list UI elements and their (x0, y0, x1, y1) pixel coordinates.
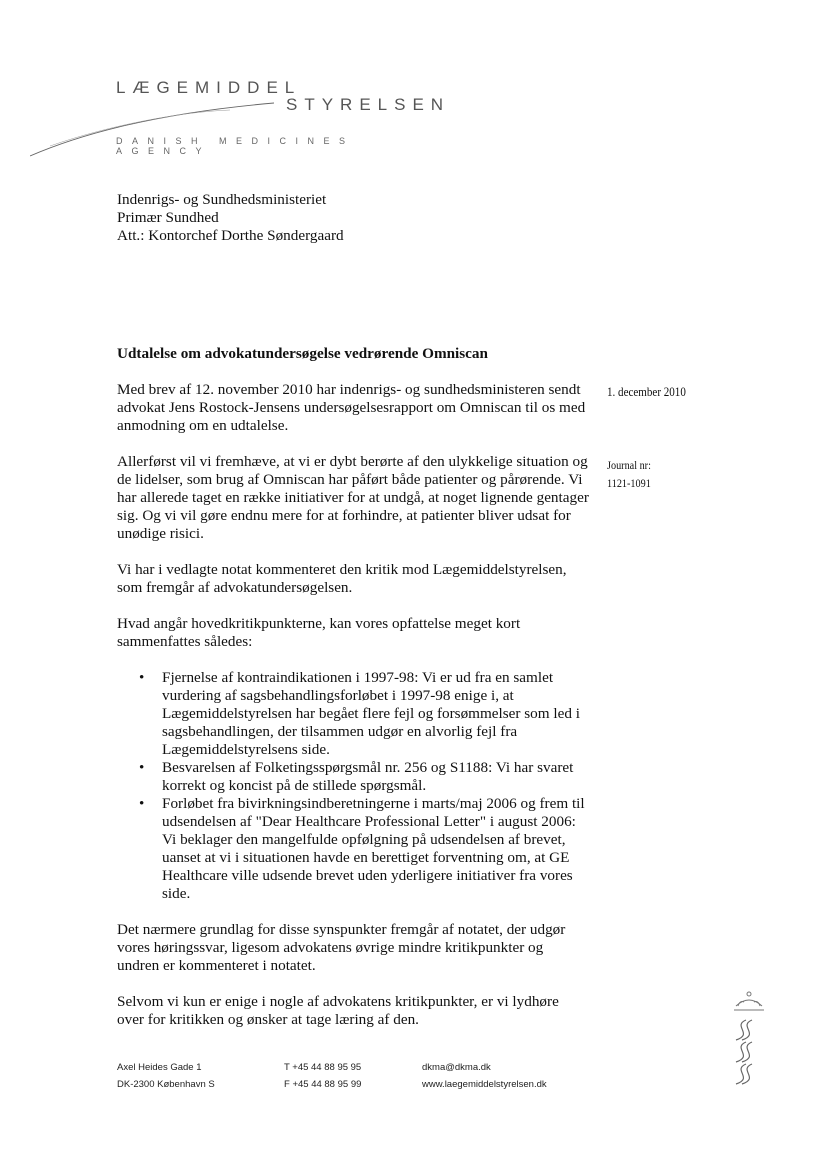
footer-address-line: Axel Heides Gade 1 (117, 1062, 202, 1073)
footer-address (117, 1059, 215, 1093)
agency-logo (30, 70, 451, 170)
footer-contact (422, 1059, 547, 1093)
recipient-line: Att.: Kontorchef Dorthe Søndergaard (117, 227, 344, 244)
list-item: • Forløbet fra bivirkningsindberetningerne i marts/maj 2006 og frem til udsendelsen af "Dear Healthcare Professional Letter" i august 2006: Vi beklager den mangelfulde opfølgning på udsendelsen af brevet, uanset at vi i situationen havde en berettiget forventning om, at GE Healthcare ville udsende brevet uden yderligere initiativer fra vores side. (162, 795, 589, 903)
letter-date: 1. december 2010 (607, 384, 686, 399)
recipient-line: Primær Sundhed (117, 209, 219, 226)
footer-email[interactable]: dkma@dkma.dk (422, 1062, 491, 1073)
journal-reference (607, 456, 651, 492)
journal-label: Journal nr: (607, 458, 651, 472)
recipient-line: Indenrigs- og Sundhedsministeriet (117, 191, 327, 208)
footer-website[interactable]: www.laegemiddelstyrelsen.dk (422, 1079, 547, 1090)
logo-tagline: DANISH MEDICINES AGENCY (116, 136, 355, 156)
letter-body (117, 381, 589, 1047)
critique-list (117, 669, 589, 903)
list-item: • Fjernelse af kontraindikationen i 1997-98: Vi er ud fra en samlet vurdering af sagsbehandlingsforløbet i 1997-98 enige i, at Lægemiddelstyrelsen har begået flere fejl og forsømmelser som led i sagsbehandlingen, der tilsammen udgør en alvorlig fejl fra Lægemiddelstyrelsens side. (162, 669, 589, 759)
letter-subject: Udtalelse om advokatundersøgelse vedrørende Omniscan (117, 345, 488, 362)
footer-fax: F +45 44 88 95 99 (284, 1079, 362, 1090)
footer-phone (284, 1059, 361, 1093)
footer-telephone: T +45 44 88 95 95 (284, 1062, 362, 1073)
footer-address-line: DK-2300 København S (117, 1079, 215, 1090)
logo-line-1: LÆGEMIDDEL (116, 78, 302, 97)
logo-line-2: STYRELSEN (286, 95, 451, 114)
recipient-address (117, 191, 344, 245)
paragraph: Selvom vi kun er enige i nogle af advokatens kritikpunkter, er vi lydhøre over for kritikken og ønsker at tage læring af den. (117, 993, 559, 1028)
paragraph: Med brev af 12. november 2010 har indenrigs- og sundhedsministeren sendt advokat Jens Rostock-Jensens undersøgelsesrapport om Omniscan til os med anmodning om en udtalelse. (117, 381, 586, 434)
paragraph: Det nærmere grundlag for disse synspunkter fremgår af notatet, der udgør vores høringssvar, ligesom advokatens øvrige mindre kritikpunkter og undren er kommenteret i notatet. (117, 921, 566, 974)
crown-emblem-icon (724, 988, 774, 1088)
paragraph: Vi har i vedlagte notat kommenteret den kritik mod Lægemiddelstyrelsen, som fremgår af advokatundersøgelsen. (117, 561, 567, 596)
paragraph: Hvad angår hovedkritikpunkterne, kan vores opfattelse meget kort sammenfattes således: (117, 615, 521, 650)
paragraph: Allerførst vil vi fremhæve, at vi er dybt berørte af den ulykkelige situation og de lidelser, som brug af Omniscan har påført både patienter og pårørende. Vi har allerede taget en række initiativer for at undgå, at noget lignende gentager sig. Og vi vil gøre endnu mere for at forhindre, at patienter bliver udsat for unødige risici. (117, 453, 589, 542)
journal-number: 1121-1091 (607, 476, 651, 490)
list-item: • Besvarelsen af Folketingsspørgsmål nr. 256 og S1188: Vi har svaret korrekt og koncist på de stillede spørgsmål. (162, 759, 589, 795)
